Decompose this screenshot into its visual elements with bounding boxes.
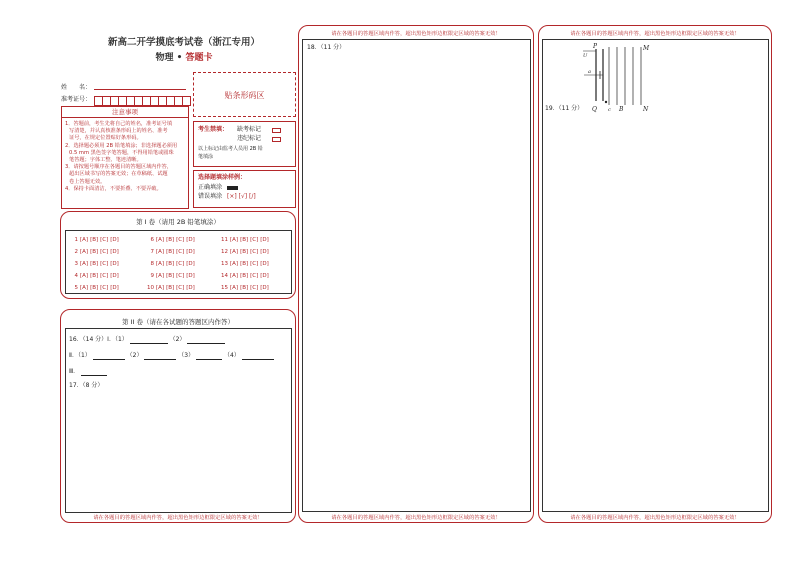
q18-label: 18．（11 分）	[307, 44, 346, 51]
mcq-option-bubble[interactable]: [A]	[156, 249, 165, 255]
mcq-option-bubble[interactable]: [D]	[260, 273, 269, 279]
notice-line: 4．保持卡面清洁，不要折叠、不要弄破。	[65, 185, 162, 192]
mcq-option-bubble[interactable]: [D]	[260, 285, 269, 291]
mcq-question-number: 8	[150, 261, 154, 267]
label-a: a	[588, 69, 591, 75]
correct-fill-mark	[227, 186, 238, 190]
mcq-option-bubble[interactable]: [C]	[100, 273, 109, 279]
mcq-option-bubble[interactable]: [C]	[250, 261, 259, 267]
mcq-option-bubble[interactable]: [A]	[80, 249, 89, 255]
id-label: 准考证号：	[61, 96, 92, 103]
mcq-question-number: 13	[221, 261, 228, 267]
mcq-option-bubble[interactable]: [D]	[110, 249, 119, 255]
mcq-option-bubble[interactable]: [A]	[80, 237, 89, 243]
section2-title: 第 II 卷（请在各试题的答题区内作答）	[122, 318, 234, 326]
label-p: P	[593, 43, 598, 50]
q16-ii4: （4）	[223, 352, 240, 359]
mcq-question-number: 15	[221, 285, 228, 291]
q16-ii2-blank[interactable]	[144, 354, 176, 360]
q16-ii2: （2）	[126, 352, 143, 359]
id-cells[interactable]	[94, 91, 190, 103]
wrong-fill-marks: [×] [√] [/]	[227, 193, 256, 200]
mcq-option-bubble[interactable]: [A]	[230, 261, 239, 267]
notice-title: 注意事项	[62, 107, 188, 118]
mcq-question-row	[219, 273, 271, 279]
column3-box	[538, 25, 772, 523]
label-n: N	[643, 106, 649, 113]
mcq-option-bubble[interactable]: [A]	[80, 261, 89, 267]
mcq-option-bubble[interactable]: [B]	[240, 261, 249, 267]
q16-line2	[69, 352, 274, 360]
mcq-question-number: 5	[74, 285, 78, 291]
label-b: B	[619, 106, 624, 113]
mcq-option-bubble[interactable]: [D]	[186, 285, 195, 291]
mcq-option-bubble[interactable]: [B]	[90, 285, 99, 291]
label-c: c	[608, 107, 611, 113]
q16-i2-blank[interactable]	[187, 338, 225, 344]
mcq-option-bubble[interactable]: [D]	[110, 285, 119, 291]
correct-fill-label: 正确填涂	[198, 184, 223, 191]
mcq-option-bubble[interactable]: [D]	[260, 249, 269, 255]
notice-line: 2．选择题必须用 2B 铅笔填涂；非选择题必须用	[65, 142, 178, 149]
q16-ii3: （3）	[178, 352, 195, 359]
mcq-option-bubble[interactable]: [B]	[240, 273, 249, 279]
notice-line: 超出区域书写的答案无效；在草稿纸、试题	[69, 171, 168, 178]
section1-box	[60, 211, 296, 299]
violation-checkbox[interactable]	[272, 137, 281, 142]
mcq-option-bubble[interactable]: [A]	[230, 285, 239, 291]
mcq-question-row	[69, 261, 121, 267]
mcq-option-bubble[interactable]: [D]	[110, 261, 119, 267]
mcq-option-bubble[interactable]: [C]	[100, 249, 109, 255]
mcq-question-row	[145, 261, 197, 267]
barcode-area	[193, 72, 296, 117]
status-note-2: 笔填涂	[198, 154, 214, 160]
q19-label: 19．（11 分）	[545, 105, 584, 112]
mcq-option-bubble[interactable]: [B]	[90, 237, 99, 243]
status-label: 考生禁填：	[198, 126, 229, 133]
violation-label: 违纪标记	[237, 135, 262, 142]
notice-lines	[62, 118, 188, 193]
mcq-option-bubble[interactable]: [A]	[230, 237, 239, 243]
col2-top-warning: 请在各题目的答题区域内作答，超出黑色矩形边框限定区域的答案无效！	[331, 31, 501, 37]
mcq-option-bubble[interactable]: [D]	[110, 273, 119, 279]
mcq-option-bubble[interactable]: [D]	[186, 261, 195, 267]
col2-bottom-warning: 请在各题目的答题区域内作答，超出黑色矩形边框限定区域的答案无效！	[331, 515, 501, 521]
col3-top-warning: 请在各题目的答题区域内作答，超出黑色矩形边框限定区域的答案无效！	[570, 31, 740, 37]
mcq-option-bubble[interactable]: [D]	[260, 237, 269, 243]
subtitle-card: 答题卡	[185, 53, 213, 63]
mcq-option-bubble[interactable]: [D]	[186, 249, 195, 255]
mcq-option-bubble[interactable]: [C]	[176, 237, 185, 243]
subtitle-dot: •	[176, 53, 183, 63]
notice-line: 3．请按题号顺序在各题目的答题区域内作答，	[65, 164, 173, 171]
mcq-question-number: 2	[74, 249, 78, 255]
mcq-question-number: 7	[150, 249, 154, 255]
mcq-option-bubble[interactable]: [B]	[90, 273, 99, 279]
mcq-question-number: 9	[150, 273, 154, 279]
mcq-question-number: 3	[74, 261, 78, 267]
mcq-question-number: 6	[150, 237, 154, 243]
q16-ii1-blank[interactable]	[93, 354, 125, 360]
status-note-1: 以上标记由监考人员用 2B 铅	[198, 146, 263, 152]
mcq-question-row	[219, 261, 271, 267]
mcq-question-row	[145, 249, 197, 255]
mcq-option-bubble[interactable]: [C]	[100, 237, 109, 243]
mcq-option-bubble[interactable]: [B]	[240, 237, 249, 243]
q16-ii: Ⅱ．（1）	[69, 352, 91, 359]
mcq-option-bubble[interactable]: [C]	[250, 285, 259, 291]
mcq-option-bubble[interactable]: [B]	[166, 273, 175, 279]
mcq-option-bubble[interactable]: [B]	[166, 261, 175, 267]
mcq-question-number: 12	[221, 249, 228, 255]
mcq-option-bubble[interactable]: [C]	[176, 285, 185, 291]
id-digit-cell[interactable]	[182, 96, 191, 106]
mcq-option-bubble[interactable]: [B]	[240, 285, 249, 291]
q17-label: 17．（8 分）	[69, 382, 104, 389]
mcq-option-bubble[interactable]: [B]	[166, 285, 175, 291]
q16-p2: （2）	[169, 336, 186, 343]
fill-example-title: 选择题填涂样例：	[198, 174, 247, 181]
q16-head: 16．（14 分）Ⅰ．（1）	[69, 336, 128, 343]
mcq-option-bubble[interactable]: [C]	[176, 261, 185, 267]
mcq-option-bubble[interactable]: [C]	[100, 261, 109, 267]
mcq-option-bubble[interactable]: [C]	[250, 273, 259, 279]
q16-ii4-blank[interactable]	[242, 354, 274, 360]
mcq-option-bubble[interactable]: [D]	[260, 261, 269, 267]
mcq-question-number: 10	[147, 285, 154, 291]
notice-line: 1．答题前，考生先将自己的姓名，准考证号填	[65, 121, 173, 127]
mcq-option-bubble[interactable]: [A]	[230, 249, 239, 255]
mcq-option-bubble[interactable]: [B]	[166, 237, 175, 243]
status-box	[193, 121, 296, 167]
absent-label: 缺考标记	[237, 126, 262, 133]
mcq-option-bubble[interactable]: [A]	[156, 273, 165, 279]
section2-box	[60, 309, 296, 523]
label-u: U	[583, 53, 588, 59]
mcq-option-bubble[interactable]: [A]	[80, 273, 89, 279]
mcq-question-number: 11	[221, 237, 228, 243]
q16-line1	[69, 336, 225, 344]
wrong-fill-label: 错误填涂	[198, 193, 223, 200]
mcq-question-row	[69, 249, 121, 255]
mcq-question-row	[145, 237, 197, 243]
q16-ii3-blank[interactable]	[196, 354, 222, 360]
mcq-option-bubble[interactable]: [C]	[176, 273, 185, 279]
mcq-option-bubble[interactable]: [C]	[176, 249, 185, 255]
subtitle-subject: 物理	[155, 53, 174, 63]
mcq-option-bubble[interactable]: [A]	[230, 273, 239, 279]
q16-i1-blank[interactable]	[130, 338, 168, 344]
col2-answer-frame[interactable]	[302, 39, 531, 512]
notice-box	[61, 106, 189, 209]
exam-title: 新高二开学摸底考试卷（浙江专用）	[107, 37, 260, 48]
notice-line: 卷上答题无效。	[69, 178, 106, 185]
name-label: 姓 名：	[61, 84, 92, 91]
card-subtitle	[96, 50, 272, 63]
mcq-question-number: 4	[74, 273, 78, 279]
mcq-option-bubble[interactable]: [C]	[250, 249, 259, 255]
absent-checkbox[interactable]	[272, 128, 281, 133]
mcq-question-row	[69, 237, 121, 243]
mcq-question-row	[145, 285, 197, 291]
mcq-question-row	[219, 249, 271, 255]
label-q: Q	[592, 106, 597, 113]
mcq-option-bubble[interactable]: [D]	[186, 237, 195, 243]
q16-iii-blank[interactable]	[81, 370, 107, 376]
column2-box	[298, 25, 534, 523]
barcode-label: 贴条形码区	[224, 91, 265, 100]
label-m: M	[643, 45, 650, 52]
mcq-question-row	[219, 285, 271, 291]
col3-bottom-warning: 请在各题目的答题区域内作答，超出黑色矩形边框限定区域的答案无效！	[570, 515, 740, 521]
mcq-option-bubble[interactable]: [A]	[156, 261, 165, 267]
capacitor-field-diagram	[579, 41, 659, 113]
mcq-option-bubble[interactable]: [A]	[156, 237, 165, 243]
mcq-question-number: 14	[221, 273, 228, 279]
fill-example-box	[193, 170, 296, 208]
name-line[interactable]	[94, 89, 186, 90]
mcq-question-row	[145, 273, 197, 279]
notice-line: 证号，在规定位置贴好条形码。	[69, 135, 142, 142]
mcq-option-bubble[interactable]: [B]	[90, 261, 99, 267]
mcq-option-bubble[interactable]: [A]	[80, 285, 89, 291]
notice-line: 笔答题；字体工整、笔迹清晰。	[69, 157, 142, 164]
mcq-option-bubble[interactable]: [D]	[110, 237, 119, 243]
mcq-option-bubble[interactable]: [A]	[156, 285, 165, 291]
col1-bottom-warning: 请在各题目的答题区域内作答，超出黑色矩形边框限定区域的答案无效！	[93, 515, 263, 521]
mcq-option-bubble[interactable]: [D]	[186, 273, 195, 279]
section1-title: 第 I 卷（请用 2B 铅笔填涂）	[136, 218, 220, 226]
mcq-option-bubble[interactable]: [B]	[166, 249, 175, 255]
notice-line: 0.5 mm 黑色签字笔答题，不得用铅笔或圆珠	[69, 149, 174, 156]
mcq-option-bubble[interactable]: [C]	[100, 285, 109, 291]
mcq-option-bubble[interactable]: [C]	[250, 237, 259, 243]
notice-line: 写清楚，并认真核准条形码上的姓名、准考	[69, 128, 168, 135]
mcq-option-bubble[interactable]: [B]	[240, 249, 249, 255]
mcq-question-row	[69, 285, 121, 291]
mcq-question-number: 1	[74, 237, 78, 243]
mcq-question-row	[219, 237, 271, 243]
q16-line3	[69, 368, 107, 376]
mcq-question-row	[69, 273, 121, 279]
mcq-option-bubble[interactable]: [B]	[90, 249, 99, 255]
q16-iii: Ⅲ．	[69, 368, 80, 375]
